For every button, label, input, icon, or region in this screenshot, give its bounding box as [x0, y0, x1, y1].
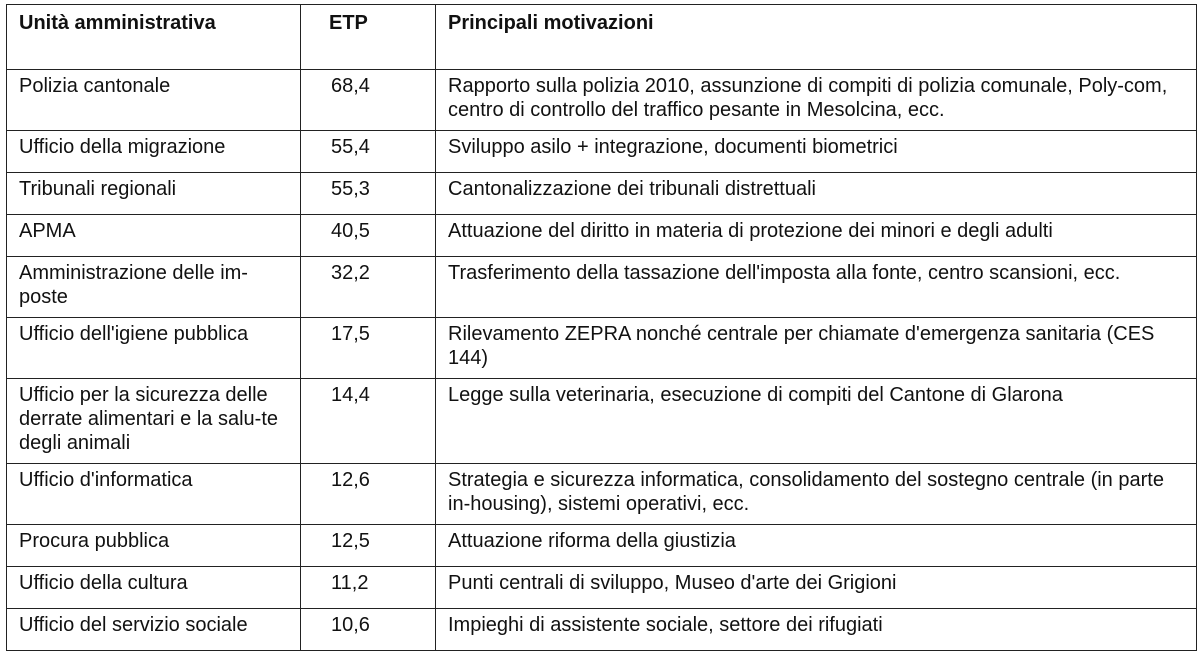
cell-motivations: Impieghi di assistente sociale, settore dei rifugiati — [436, 609, 1197, 651]
cell-motivations: Rapporto sulla polizia 2010, assunzione di compiti di polizia comunale, Poly-com, centro di controllo del traffico pesante in Mesolcina, ecc. — [436, 70, 1197, 131]
cell-unit: Ufficio della cultura — [7, 567, 301, 609]
cell-motivations: Sviluppo asilo + integrazione, documenti biometrici — [436, 131, 1197, 173]
cell-motivations: Legge sulla veterinaria, esecuzione di compiti del Cantone di Glarona — [436, 379, 1197, 464]
cell-etp: 14,4 — [301, 379, 436, 464]
cell-unit: Ufficio per la sicurezza delle derrate alimentari e la salu-te degli animali — [7, 379, 301, 464]
cell-motivations: Rilevamento ZEPRA nonché centrale per chiamate d'emergenza sanitaria (CES 144) — [436, 318, 1197, 379]
cell-etp: 32,2 — [301, 257, 436, 318]
table-row — [7, 318, 1197, 379]
cell-etp: 17,5 — [301, 318, 436, 379]
cell-etp: 10,6 — [301, 609, 436, 651]
table-header-row — [7, 5, 1197, 70]
table-row — [7, 70, 1197, 131]
table-row — [7, 464, 1197, 525]
cell-unit: Ufficio della migrazione — [7, 131, 301, 173]
cell-etp: 11,2 — [301, 567, 436, 609]
cell-unit: Ufficio d'informatica — [7, 464, 301, 525]
table-row — [7, 173, 1197, 215]
table-row — [7, 215, 1197, 257]
header-etp: ETP — [301, 5, 436, 70]
cell-motivations: Punti centrali di sviluppo, Museo d'arte dei Grigioni — [436, 567, 1197, 609]
cell-unit: Ufficio dell'igiene pubblica — [7, 318, 301, 379]
cell-etp: 55,4 — [301, 131, 436, 173]
cell-motivations: Attuazione riforma della giustizia — [436, 525, 1197, 567]
table-row — [7, 567, 1197, 609]
cell-etp: 12,6 — [301, 464, 436, 525]
cell-etp: 40,5 — [301, 215, 436, 257]
cell-unit: Amministrazione delle im-poste — [7, 257, 301, 318]
cell-unit: Procura pubblica — [7, 525, 301, 567]
table-row — [7, 609, 1197, 651]
cell-motivations: Attuazione del diritto in materia di protezione dei minori e degli adulti — [436, 215, 1197, 257]
etp-table — [6, 4, 1197, 651]
cell-etp: 55,3 — [301, 173, 436, 215]
cell-motivations: Cantonalizzazione dei tribunali distrettuali — [436, 173, 1197, 215]
cell-motivations: Strategia e sicurezza informatica, consolidamento del sostegno centrale (in parte in-housing), sistemi operativi, ecc. — [436, 464, 1197, 525]
cell-unit: APMA — [7, 215, 301, 257]
header-unit: Unità amministrativa — [7, 5, 301, 70]
cell-unit: Polizia cantonale — [7, 70, 301, 131]
cell-etp: 12,5 — [301, 525, 436, 567]
header-motivations: Principali motivazioni — [436, 5, 1197, 70]
cell-motivations: Trasferimento della tassazione dell'imposta alla fonte, centro scansioni, ecc. — [436, 257, 1197, 318]
table-row — [7, 525, 1197, 567]
cell-unit: Ufficio del servizio sociale — [7, 609, 301, 651]
table-row — [7, 379, 1197, 464]
cell-etp: 68,4 — [301, 70, 436, 131]
table-row — [7, 131, 1197, 173]
table-row — [7, 257, 1197, 318]
cell-unit: Tribunali regionali — [7, 173, 301, 215]
